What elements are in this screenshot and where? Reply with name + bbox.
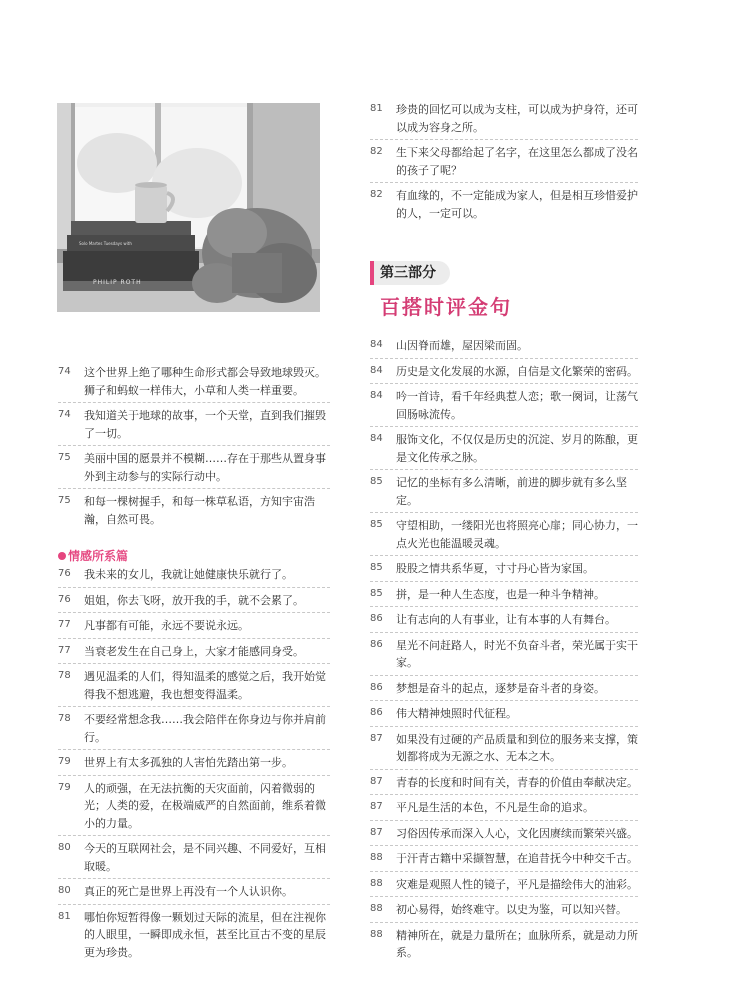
list-item (370, 901, 638, 919)
entry-text: 真正的死亡是世界上再没有一个人认识你。 (84, 885, 293, 898)
book-spine-bottom-text: PHILIP ROTH (93, 279, 142, 286)
right-entries-top (370, 101, 638, 222)
entry-text: 有血缘的，不一定能成为家人，但是相互珍惜爱护的人，一定可以。 (396, 189, 638, 220)
entry-text: 这个世界上绝了哪种生命形式都会导致地球毁灭。狮子和蚂蚁一样伟大，小草和人类一样重要。 (84, 366, 326, 397)
entry-page-number: 81 (370, 103, 383, 114)
divider (370, 794, 638, 795)
entry-text: 今天的互联网社会，是不同兴趣、不同爱好，互相取暖。 (84, 842, 326, 873)
list-item (370, 187, 638, 222)
entry-text: 哪怕你短暂得像一颗划过天际的流星，但在注视你的人眼里，一瞬即成永恒，甚至比亘古不变的星辰更为珍贵。 (84, 910, 326, 959)
entry-page-number: 85 (370, 562, 383, 573)
divider (370, 632, 638, 633)
entry-text: 历史是文化发展的水源，自信是文化繁荣的密码。 (396, 364, 638, 378)
list-item (58, 493, 330, 528)
entry-page-number: 87 (370, 732, 383, 744)
entry-page-number: 87 (370, 801, 383, 812)
divider (370, 139, 638, 140)
entry-text: 人的顽强，在无法抗衡的天灾面前，闪着微弱的光；人类的爱，在极端威严的自然面前，维系着微小的力量。 (84, 781, 326, 830)
entry-page-number: 88 (370, 903, 383, 914)
entry-page-number: 82 (370, 146, 383, 157)
divider (370, 675, 638, 676)
entry-text: 我知道关于地球的故事，一个天堂，直到我们摧毁了一切。 (84, 409, 326, 440)
divider (58, 904, 330, 905)
divider (58, 402, 330, 403)
divider (58, 445, 330, 446)
list-item (370, 850, 638, 868)
divider (370, 358, 638, 359)
divider (58, 706, 330, 707)
divider (370, 383, 638, 384)
entry-text: 遇见温柔的人们，得知温柔的感觉之后，我开始觉得我不想逃避，我也想变得温柔。 (84, 670, 326, 701)
entry-page-number: 85 (370, 476, 383, 487)
list-item (370, 927, 638, 962)
divider (370, 581, 638, 582)
list-item (58, 450, 330, 485)
entry-page-number: 87 (370, 775, 383, 787)
section-heading-text: 情感所系篇 (68, 549, 129, 563)
entry-page-number: 76 (58, 593, 71, 605)
divider (58, 587, 330, 588)
part-title: 百搭时评金句 (380, 295, 512, 319)
entry-page-number: 88 (370, 852, 383, 863)
list-item (370, 680, 638, 698)
entry-text: 吟一首诗，看千年经典惹人恋；歌一阕词，让荡气回肠咏流传。 (396, 390, 638, 421)
list-item (58, 566, 330, 584)
list-item (370, 363, 638, 381)
entry-text: 凡事都有可能，永远不要说永远。 (84, 619, 249, 632)
part-label: 第三部分 (370, 261, 450, 285)
list-item (58, 592, 330, 610)
entry-page-number: 81 (58, 910, 71, 922)
list-item (58, 840, 330, 875)
list-item (58, 909, 330, 962)
entry-text: 服饰文化，不仅仅是历史的沉淀、岁月的陈酿，更是文化传承之脉。 (396, 433, 638, 464)
list-item (58, 668, 330, 703)
entry-page-number: 79 (58, 781, 71, 793)
entry-page-number: 80 (58, 842, 71, 853)
list-item (58, 643, 330, 661)
entry-page-number: 78 (58, 670, 71, 681)
entry-text: 灾难是观照人性的镜子，平凡是描绘伟大的油彩。 (396, 877, 638, 891)
entry-text: 和每一棵树握手，和每一株草私语，方知宇宙浩瀚，自然可畏。 (84, 495, 315, 526)
part-three-heading (370, 261, 570, 321)
divider (370, 845, 638, 846)
entry-page-number: 85 (370, 519, 383, 530)
left-entries-top (58, 364, 330, 528)
entry-page-number: 84 (370, 364, 383, 376)
divider (370, 896, 638, 897)
bullet-dot-icon (58, 552, 66, 560)
entry-page-number: 84 (370, 339, 383, 350)
entry-page-number: 82 (370, 189, 383, 200)
entry-text: 拼，是一种人生态度，也是一种斗争精神。 (396, 587, 605, 601)
divider (370, 726, 638, 727)
list-item (370, 474, 638, 509)
list-item (370, 774, 638, 792)
entry-page-number: 84 (370, 433, 383, 444)
divider (370, 555, 638, 556)
divider (58, 663, 330, 664)
entry-text: 平凡是生活的本色，不凡是生命的追求。 (396, 801, 594, 814)
divider (370, 426, 638, 427)
entry-text: 于汗青古籍中采撷智慧，在追昔抚今中种交千古。 (396, 852, 638, 865)
entry-text: 初心易得，始终难守。以史为鉴，可以知兴替。 (396, 903, 627, 916)
entry-page-number: 78 (58, 713, 71, 724)
divider (370, 820, 638, 821)
divider (370, 512, 638, 513)
entry-text: 习俗因传承而深入人心，文化因赓续而繁荣兴盛。 (396, 826, 638, 840)
divider (58, 835, 330, 836)
list-item (58, 407, 330, 442)
list-item (370, 431, 638, 466)
list-item (370, 637, 638, 672)
divider (370, 871, 638, 872)
right-entries-bottom (370, 337, 638, 962)
entry-page-number: 76 (58, 568, 71, 579)
entry-page-number: 80 (58, 885, 71, 896)
divider (370, 182, 638, 183)
list-item (58, 711, 330, 746)
entry-text: 山因脊而雄，屋因梁而固。 (396, 339, 528, 352)
divider (370, 606, 638, 607)
entry-page-number: 88 (370, 877, 383, 889)
entry-text: 精神所在，就是力量所在；血脉所系，就是动力所系。 (396, 928, 638, 959)
divider (58, 638, 330, 639)
divider (58, 775, 330, 776)
divider (58, 749, 330, 750)
window-still-life-photo (57, 103, 320, 312)
list-item (370, 517, 638, 552)
entry-page-number: 77 (58, 619, 71, 630)
entry-page-number: 74 (58, 409, 71, 420)
entry-text: 星光不问赶路人，时光不负奋斗者，荣光属于实干家。 (396, 638, 638, 669)
entry-page-number: 75 (58, 452, 71, 463)
divider (370, 769, 638, 770)
entry-text: 如果没有过硬的产品质量和到位的服务来支撑，策划都将成为无源之水、无本之木。 (396, 732, 638, 763)
list-item (370, 611, 638, 629)
entry-text: 不要经常想念我……我会陪伴在你身边与你并肩前行。 (84, 713, 326, 744)
section-heading-emotion (58, 547, 128, 564)
entry-text: 珍贵的回忆可以成为支柱，可以成为护身符，还可以成为容身之所。 (396, 103, 638, 134)
list-item (58, 883, 330, 901)
entry-text: 股股之情共系华夏，寸寸丹心皆为家国。 (396, 562, 594, 575)
entry-text: 伟大精神烛照时代征程。 (396, 707, 517, 720)
entry-page-number: 88 (370, 928, 383, 940)
divider (58, 878, 330, 879)
divider (58, 612, 330, 613)
list-item (370, 876, 638, 894)
list-item (370, 799, 638, 817)
list-item (58, 364, 330, 399)
book-spine-top-text: Solo Martes Tuesdays with (79, 241, 132, 246)
entry-page-number: 86 (370, 707, 383, 718)
list-item (58, 617, 330, 635)
entry-text: 梦想是奋斗的起点，逐梦是奋斗者的身姿。 (396, 681, 605, 695)
entry-text: 记忆的坐标有多么清晰，前进的脚步就有多么坚定。 (396, 476, 627, 507)
entry-page-number: 87 (370, 826, 383, 838)
entry-page-number: 86 (370, 613, 383, 624)
entry-page-number: 86 (370, 681, 383, 693)
entry-text: 姐姐，你去飞呀，放开我的手，就不会累了。 (84, 593, 304, 607)
list-item (58, 780, 330, 833)
entry-text: 当衰老发生在自己身上，大家才能感同身受。 (84, 644, 304, 658)
divider (370, 700, 638, 701)
list-item (58, 754, 330, 772)
left-entries-bottom (58, 566, 330, 961)
entry-page-number: 84 (370, 390, 383, 401)
entry-page-number: 85 (370, 587, 383, 599)
entry-page-number: 74 (58, 366, 71, 377)
list-item (370, 705, 638, 723)
divider (370, 922, 638, 923)
entry-text: 美丽中国的愿景并不模糊……存在于那些从置身事外到主动参与的实际行动中。 (84, 452, 326, 483)
entry-text: 让有志向的人有事业，让有本事的人有舞台。 (396, 613, 616, 626)
entry-text: 世界上有太多孤独的人害怕先踏出第一步。 (84, 756, 293, 769)
entry-page-number: 79 (58, 756, 71, 767)
entry-page-number: 77 (58, 644, 71, 656)
list-item (370, 337, 638, 355)
list-item (370, 144, 638, 179)
entry-page-number: 86 (370, 638, 383, 650)
list-item (370, 825, 638, 843)
entry-text: 我未来的女儿，我就让她健康快乐就行了。 (84, 568, 293, 581)
list-item (370, 731, 638, 766)
list-item (370, 388, 638, 423)
entry-text: 守望相助，一缕阳光也将照亮心扉；同心协力，一点火光也能温暖灵魂。 (396, 519, 638, 550)
divider (58, 488, 330, 489)
entry-page-number: 75 (58, 495, 71, 506)
entry-text: 青春的长度和时间有关，青春的价值由奉献决定。 (396, 775, 638, 789)
list-item (370, 586, 638, 604)
list-item (370, 101, 638, 136)
list-item (370, 560, 638, 578)
entry-text: 生下来父母都给起了名字，在这里怎么都成了没名的孩子了呢？ (396, 146, 638, 177)
divider (370, 469, 638, 470)
